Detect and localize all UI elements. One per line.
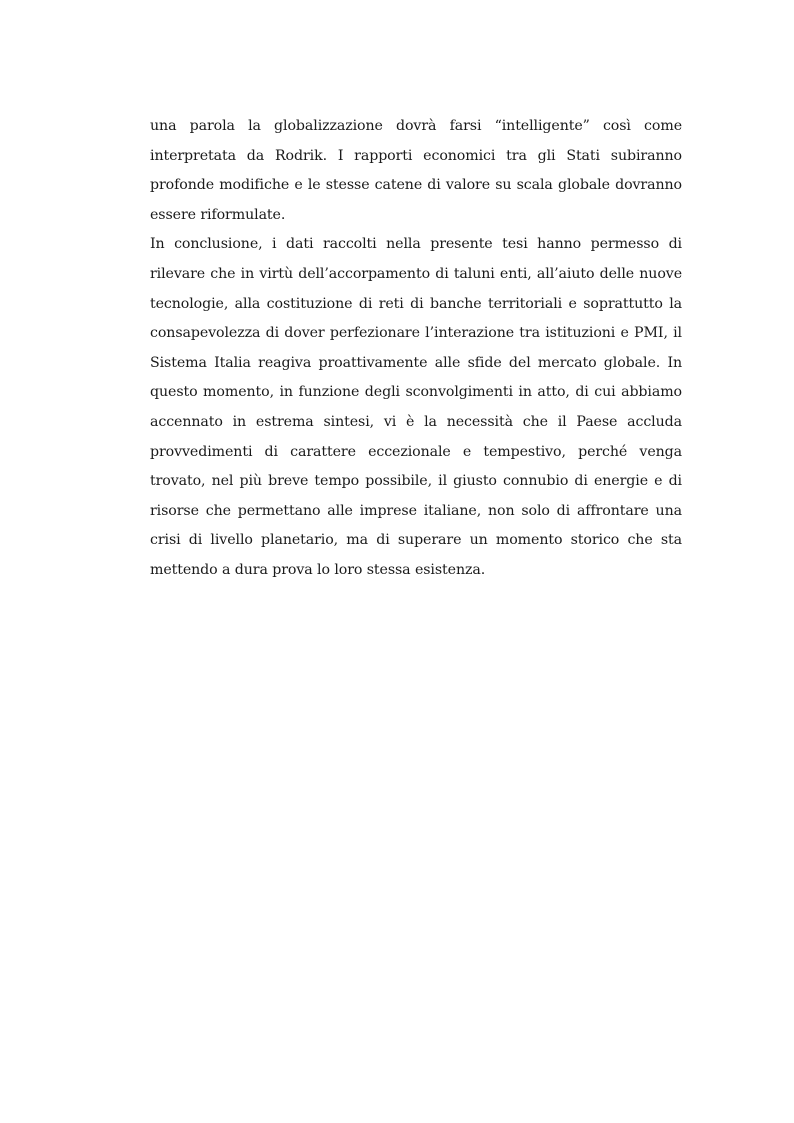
body-text (150, 112, 682, 586)
paragraph-conclusione: In conclusione, i dati raccolti nella presente tesi hanno permesso di rilevare che in virtù dell’accorpamento di taluni enti, all’aiuto delle nuove tecnologie, alla costituzione di reti di banche territoriali e soprattutto la consapevolezza di dover perfezionare l’interazione tra istituzioni e PMI, il Sistema Italia reagiva proattivamente alle sfide del mercato globale. In questo momento, in funzione degli sconvolgimenti in atto, di cui abbiamo accennato in estrema sintesi, vi è la necessità che il Paese accluda provvedimenti di carattere eccezionale e tempestivo, perché venga trovato, nel più breve tempo possibile, il giusto connubio di energie e di risorse che permettano alle imprese italiane, non solo di affrontare una crisi di livello planetario, ma di superare un momento storico che sta mettendo a dura prova lo loro stessa esistenza. (150, 236, 682, 578)
paragraph-globalizzazione: una parola la globalizzazione dovrà farsi “intelligente” così come interpretata da Rodrik. I rapporti economici tra gli Stati subiranno profonde modifiche e le stesse catene di valore su scala globale dovranno essere riformulate. (150, 118, 682, 223)
